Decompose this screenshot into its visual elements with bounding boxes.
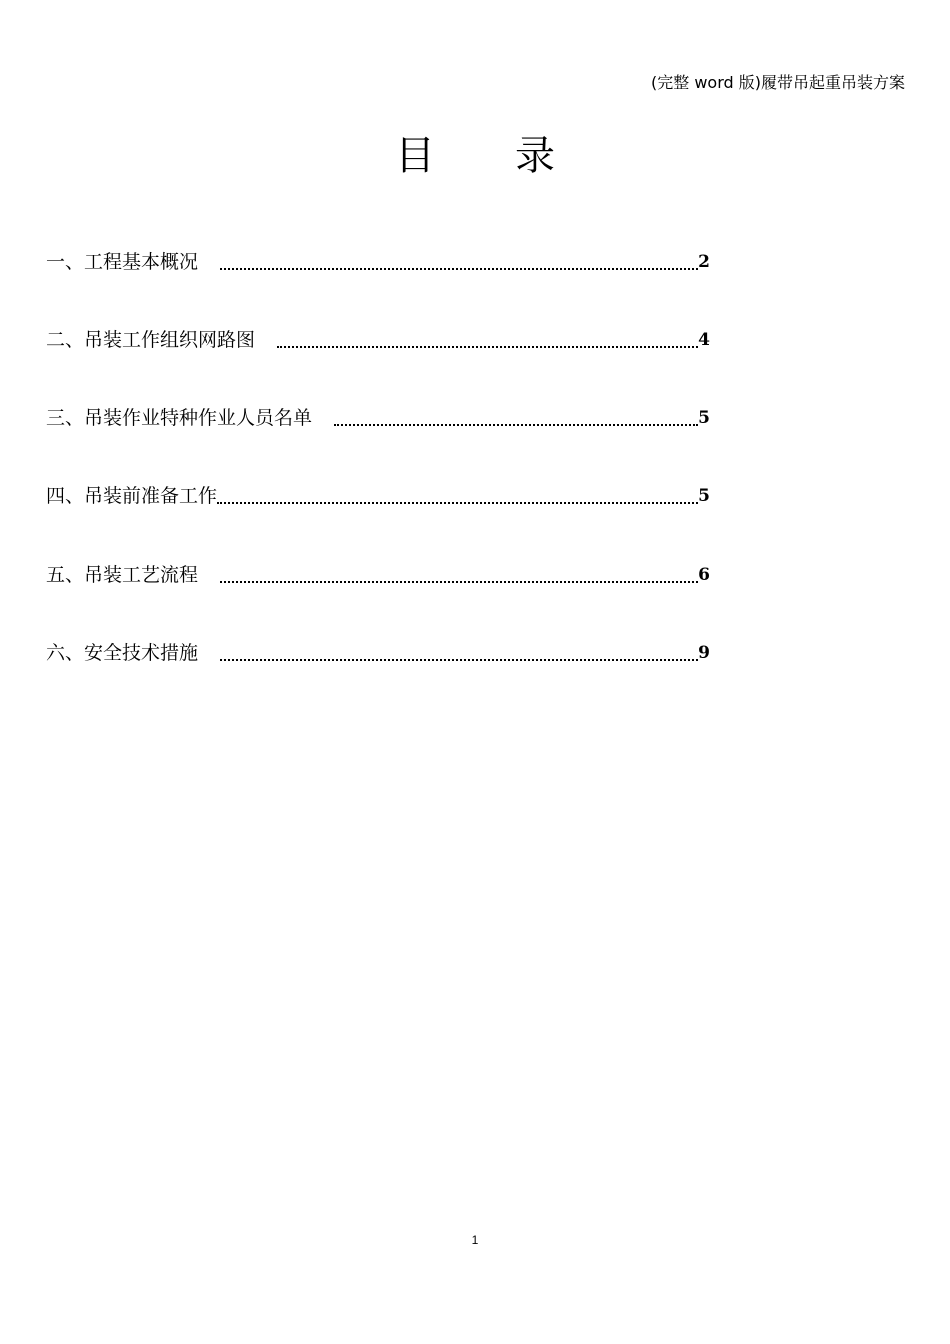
toc-entry-page: 5 [698, 486, 710, 506]
toc-entry-label: 一、工程基本概况 [46, 251, 199, 273]
page-title-part1: 目 [395, 133, 435, 179]
toc-entry-label: 二、吊装工作组织网路图 [46, 329, 256, 351]
toc-entry-3[interactable] [46, 404, 710, 432]
toc-entry-page: 5 [698, 408, 710, 428]
toc-leader-dots [217, 500, 698, 504]
toc-entry-label: 四、吊装前准备工作 [46, 485, 218, 507]
toc-entry-label: 六、安全技术措施 [46, 642, 199, 664]
toc-leader-dots [277, 344, 698, 348]
page-title-part2: 录 [515, 133, 555, 179]
toc-entry-page: 4 [698, 330, 710, 350]
toc-leader-dots [220, 579, 698, 583]
toc-entry-5[interactable] [46, 561, 710, 589]
toc-entry-1[interactable] [46, 248, 710, 276]
toc-entry-4[interactable] [46, 482, 710, 510]
toc-entry-label: 三、吊装作业特种作业人员名单 [46, 407, 313, 429]
running-header: (完整 word 版)履带吊起重吊装方案 [651, 73, 905, 92]
toc-entry-page: 2 [698, 252, 710, 272]
page-number: 1 [471, 1233, 479, 1247]
page-title [0, 124, 950, 181]
toc-leader-dots [334, 422, 698, 426]
toc-entry-page: 9 [698, 643, 710, 663]
toc-entry-page: 6 [698, 565, 710, 585]
toc-leader-dots [220, 657, 698, 661]
toc-leader-dots [220, 266, 698, 270]
toc-entry-label: 五、吊装工艺流程 [46, 564, 199, 586]
toc-entry-6[interactable] [46, 639, 710, 667]
toc-entry-2[interactable] [46, 326, 710, 354]
